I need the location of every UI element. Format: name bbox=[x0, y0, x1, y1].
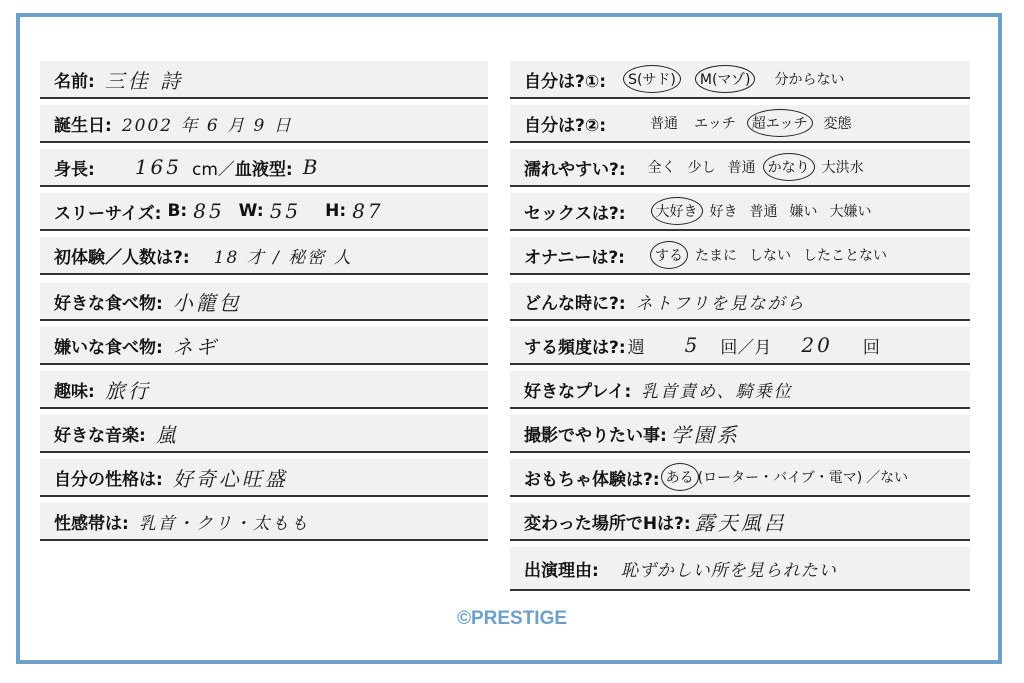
option-dont: しない bbox=[748, 248, 791, 264]
option-a-little: 少し bbox=[687, 160, 716, 176]
disliked-food-value: ネギ bbox=[172, 334, 219, 359]
self-2-label: 自分は?②: bbox=[524, 115, 607, 136]
personality-value: 好奇心旺盛 bbox=[172, 466, 288, 491]
left-row-erogenous-zone bbox=[40, 503, 488, 541]
masturbation-label: オナニーは?: bbox=[524, 247, 625, 268]
prestige-logo: ©PRESTIGE bbox=[456, 608, 568, 629]
bust-value: 85 bbox=[193, 199, 225, 223]
right-row-frequency bbox=[510, 327, 970, 365]
favorite-music-label: 好きな音楽: bbox=[54, 425, 146, 446]
right-row-toy-experience bbox=[510, 459, 970, 497]
right-row-self-2 bbox=[510, 105, 970, 143]
favorite-music-value: 嵐 bbox=[155, 422, 179, 447]
left-row-favorite-music bbox=[40, 415, 488, 453]
first-experience-value: 18 才 / 秘密 人 bbox=[213, 247, 353, 268]
toy-experience-options bbox=[666, 467, 909, 487]
waist-value: 55 bbox=[269, 199, 302, 223]
option-dislike: 嫌い bbox=[789, 204, 818, 220]
right-row-reason bbox=[510, 547, 970, 591]
hip-label: H: bbox=[325, 201, 347, 221]
height-value: 165 bbox=[134, 155, 182, 179]
option-yes: ある bbox=[666, 467, 694, 487]
right-row-masturbation bbox=[510, 237, 970, 275]
profile-card-frame bbox=[16, 13, 1002, 664]
option-masochist: M(マゾ) bbox=[700, 69, 751, 89]
frequency-week-label: 週 bbox=[627, 337, 645, 358]
left-row-disliked-food bbox=[40, 327, 488, 365]
frequency-week-value: 5 bbox=[684, 333, 701, 357]
option-average: 普通 bbox=[727, 160, 756, 176]
height-label: 身長: bbox=[54, 159, 95, 180]
option-not-at-all: 全く bbox=[647, 160, 676, 176]
option-no: ／ない bbox=[866, 470, 909, 486]
reason-value: 恥ずかしい所を見られたい bbox=[620, 560, 837, 581]
when-value: ネトフリを見ながら bbox=[635, 293, 806, 314]
option-naughty: エッチ bbox=[694, 116, 736, 132]
option-sadist: S(サド) bbox=[628, 69, 676, 89]
right-row-unusual-place bbox=[510, 503, 970, 541]
right-row-shoot-wish bbox=[510, 415, 970, 453]
hip-value: 87 bbox=[352, 199, 384, 223]
wetness-label: 濡れやすい?: bbox=[524, 159, 626, 180]
blood-type-value: B bbox=[302, 155, 321, 179]
option-pervert: 変態 bbox=[823, 116, 852, 132]
profile-card bbox=[20, 17, 998, 660]
reason-label: 出演理由: bbox=[524, 560, 599, 581]
right-row-wetness bbox=[510, 149, 970, 187]
name-value: 三佳 詩 bbox=[104, 68, 184, 93]
option-hate: 大嫌い bbox=[829, 204, 872, 220]
option-normal: 普通 bbox=[650, 116, 679, 132]
frequency-unit: 回 bbox=[862, 337, 880, 358]
self-1-options bbox=[628, 69, 844, 89]
right-row-favorite-play bbox=[510, 371, 970, 409]
favorite-food-value: 小籠包 bbox=[172, 290, 242, 315]
three-size-label: スリーサイズ: bbox=[54, 203, 162, 224]
blood-type-label: 血液型: bbox=[234, 159, 293, 180]
masturbation-options bbox=[655, 245, 887, 265]
left-row-height-blood bbox=[40, 149, 488, 187]
left-row-birthday bbox=[40, 105, 488, 143]
option-like: 好き bbox=[709, 204, 738, 220]
toy-experience-label: おもちゃ体験は?: bbox=[524, 469, 660, 490]
self-2-options bbox=[650, 113, 851, 133]
right-row-self-1 bbox=[510, 61, 970, 99]
erogenous-zone-label: 性感帯は: bbox=[54, 513, 129, 534]
option-sometimes: たまに bbox=[694, 248, 737, 264]
unusual-place-label: 変わった場所でHは?: bbox=[524, 513, 691, 534]
left-row-name bbox=[40, 61, 488, 99]
left-row-favorite-food bbox=[40, 283, 488, 321]
erogenous-zone-value: 乳首・クリ・太もも bbox=[138, 513, 310, 534]
option-unknown: 分からない bbox=[774, 72, 845, 88]
option-never: したことない bbox=[802, 248, 887, 264]
height-unit: cm／ bbox=[192, 159, 235, 180]
right-row-sex bbox=[510, 193, 970, 231]
sex-label: セックスは?: bbox=[524, 203, 626, 224]
option-neutral: 普通 bbox=[749, 204, 778, 220]
frequency-label: する頻度は?: bbox=[524, 337, 626, 358]
option-very-naughty: 超エッチ bbox=[752, 113, 808, 133]
shoot-wish-value: 学園系 bbox=[670, 422, 740, 447]
name-label: 名前: bbox=[54, 71, 95, 92]
hobby-label: 趣味: bbox=[54, 381, 95, 402]
unusual-place-value: 露天風呂 bbox=[694, 510, 787, 535]
wetness-options bbox=[648, 157, 864, 177]
waist-label: W: bbox=[238, 201, 264, 221]
favorite-play-value: 乳首責め、騎乗位 bbox=[641, 381, 793, 402]
left-row-hobby bbox=[40, 371, 488, 409]
option-love: 大好き bbox=[656, 201, 698, 221]
option-quite: かなり bbox=[768, 157, 810, 177]
first-experience-label: 初体験／人数は?: bbox=[54, 247, 190, 268]
frequency-month-value: 20 bbox=[801, 333, 833, 357]
favorite-food-label: 好きな食べ物: bbox=[54, 293, 163, 314]
when-label: どんな時に?: bbox=[524, 293, 626, 314]
right-row-when bbox=[510, 283, 970, 321]
personality-label: 自分の性格は: bbox=[54, 469, 163, 490]
hobby-value: 旅行 bbox=[104, 378, 151, 403]
option-toy-types: (ローター・バイブ・電マ) bbox=[697, 470, 863, 486]
bust-label: B: bbox=[167, 201, 188, 221]
left-row-first-experience bbox=[40, 237, 488, 275]
option-flood: 大洪水 bbox=[821, 160, 864, 176]
birthday-value: 2002 年 6 月 9 日 bbox=[121, 115, 293, 136]
birthday-label: 誕生日: bbox=[54, 115, 112, 136]
favorite-play-label: 好きなプレイ: bbox=[524, 381, 632, 402]
disliked-food-label: 嫌いな食べ物: bbox=[54, 337, 163, 358]
self-1-label: 自分は?①: bbox=[524, 71, 607, 92]
shoot-wish-label: 撮影でやりたい事: bbox=[524, 425, 667, 446]
option-do: する bbox=[655, 245, 683, 265]
left-row-three-size bbox=[40, 193, 488, 231]
frequency-month-label: 回／月 bbox=[720, 337, 772, 358]
left-row-personality bbox=[40, 459, 488, 497]
sex-options bbox=[656, 201, 872, 221]
